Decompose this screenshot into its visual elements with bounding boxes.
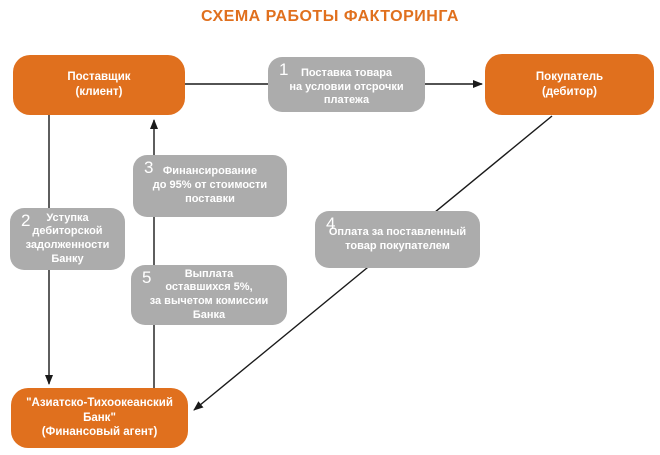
step-1-number: 1 [279, 60, 289, 79]
node-supplier-label-line2: (клиент) [75, 86, 123, 98]
step-2-cession [10, 208, 125, 270]
node-bank-label-line1: "Азиатско-Тихоокеанский Банк" [26, 396, 173, 424]
step-5-number: 5 [142, 268, 152, 287]
step-2-text-line2: дебиторской [32, 225, 103, 238]
step-3-text-line2: до 95% от стоимости поставки [152, 179, 268, 205]
step-4-text-line1: Оплата за поставленный [328, 225, 467, 238]
step-2-text-line1: Уступка [46, 211, 89, 224]
node-bank-label-line2: (Финансовый агент) [41, 426, 158, 439]
node-supplier [13, 55, 185, 115]
step-1-text-line1: Поставка товара [300, 66, 393, 79]
diagram-title: СХЕМА РАБОТЫ ФАКТОРИНГА [201, 8, 459, 25]
step-2-number: 2 [21, 211, 31, 230]
step-3-financing [133, 155, 287, 217]
step-5-text-line3: за вычетом комиссии Банка [149, 295, 269, 321]
step-5-text-line1: Выплата [184, 267, 234, 280]
step-4-text-line2: товар покупателем [345, 239, 450, 252]
step-4-payment [315, 211, 480, 268]
step-3-text-line1: Финансирование [162, 165, 258, 178]
step-4-number: 4 [326, 214, 336, 233]
step-5-remainder-payout [131, 265, 287, 325]
step-1-text-line2: на условии отсрочки платежа [289, 80, 404, 107]
node-buyer [485, 54, 654, 115]
step-3-number: 3 [144, 158, 154, 177]
node-buyer-label-line2: (дебитор) [542, 85, 597, 98]
node-bank [11, 388, 188, 448]
node-buyer-label-line1: Покупатель [535, 70, 604, 83]
step-2-text-line3: задолженности Банку [25, 239, 110, 265]
step-5-text-line2: оставшихся 5%, [165, 281, 253, 294]
node-supplier-label-line1: Поставщик [67, 71, 131, 84]
step-1-supply [268, 57, 425, 112]
